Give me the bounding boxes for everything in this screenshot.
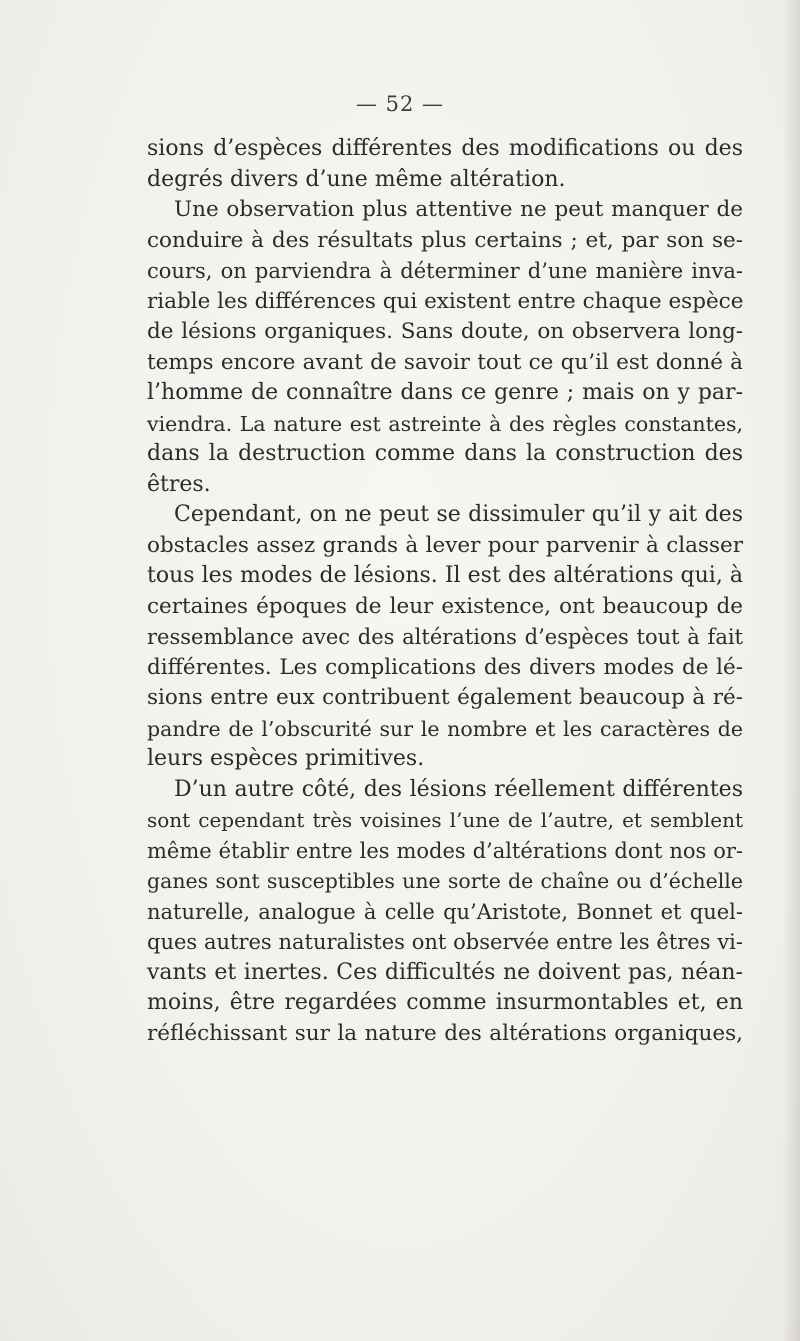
text-line: conduire à des résultats plus certains ; et, par son se-: [147, 227, 743, 253]
page-edge-shadow: [782, 0, 800, 1341]
text-line: ganes sont susceptibles une sorte de chaîne ou d’échelle: [147, 869, 743, 893]
text-line: ques autres naturalistes ont observée entre les êtres vi-: [147, 930, 743, 954]
text-line: vants et inertes. Ces difficultés ne doivent pas, néan-: [147, 959, 743, 985]
text-line: leurs espèces primitives.: [147, 746, 425, 771]
body-text: [147, 134, 743, 1049]
page-number: — 52 —: [355, 92, 445, 116]
text-line: cours, on parviendra à déterminer d’une manière inva-: [147, 259, 743, 283]
text-line: Une observation plus attentive ne peut manquer de: [174, 197, 743, 222]
text-line: êtres.: [147, 471, 211, 497]
text-line: réfléchissant sur la nature des altérations organiques,: [147, 1020, 743, 1046]
text-line: dans la destruction comme dans la construction des: [147, 441, 743, 466]
text-line: riable les différences qui existent entre chaque espèce: [147, 288, 744, 314]
text-line: sions entre eux contribuent également beaucoup à ré-: [147, 685, 743, 710]
text-line: sions d’espèces différentes des modifications ou des: [147, 136, 743, 161]
text-line: D’un autre côté, des lésions réellement différentes: [174, 776, 743, 802]
text-line: tous les modes de lésions. Il est des altérations qui, à: [147, 563, 743, 588]
text-line: ressemblance avec des altérations d’espèces tout à fait: [147, 625, 743, 649]
text-line: temps encore avant de savoir tout ce qu’il est donné à: [147, 349, 743, 375]
text-line: moins, être regardées comme insurmontables et, en: [147, 990, 743, 1015]
text-line: Cependant, on ne peut se dissimuler qu’il y ait des: [174, 502, 743, 527]
text-line: sont cependant très voisines l’une de l’autre, et semblent: [147, 808, 743, 832]
text-line: différentes. Les complications des divers modes de lé-: [147, 654, 743, 680]
text-line: naturelle, analogue à celle qu’Aristote, Bonnet et quel-: [147, 899, 743, 924]
text-line: degrés divers d’une même altération.: [147, 166, 566, 192]
text-line: viendra. La nature est astreinte à des règles constantes,: [147, 411, 743, 436]
text-line: l’homme de connaître dans ce genre ; mais on y par-: [147, 380, 743, 405]
text-line: pandre de l’obscurité sur le nombre et les caractères de: [147, 716, 743, 741]
text-line: obstacles assez grands à lever pour parvenir à classer: [147, 532, 743, 558]
text-line: certaines époques de leur existence, ont beaucoup de: [147, 593, 743, 619]
text-line: même établir entre les modes d’altérations dont nos or-: [147, 838, 743, 863]
text-line: de lésions organiques. Sans doute, on observera long-: [147, 319, 743, 344]
